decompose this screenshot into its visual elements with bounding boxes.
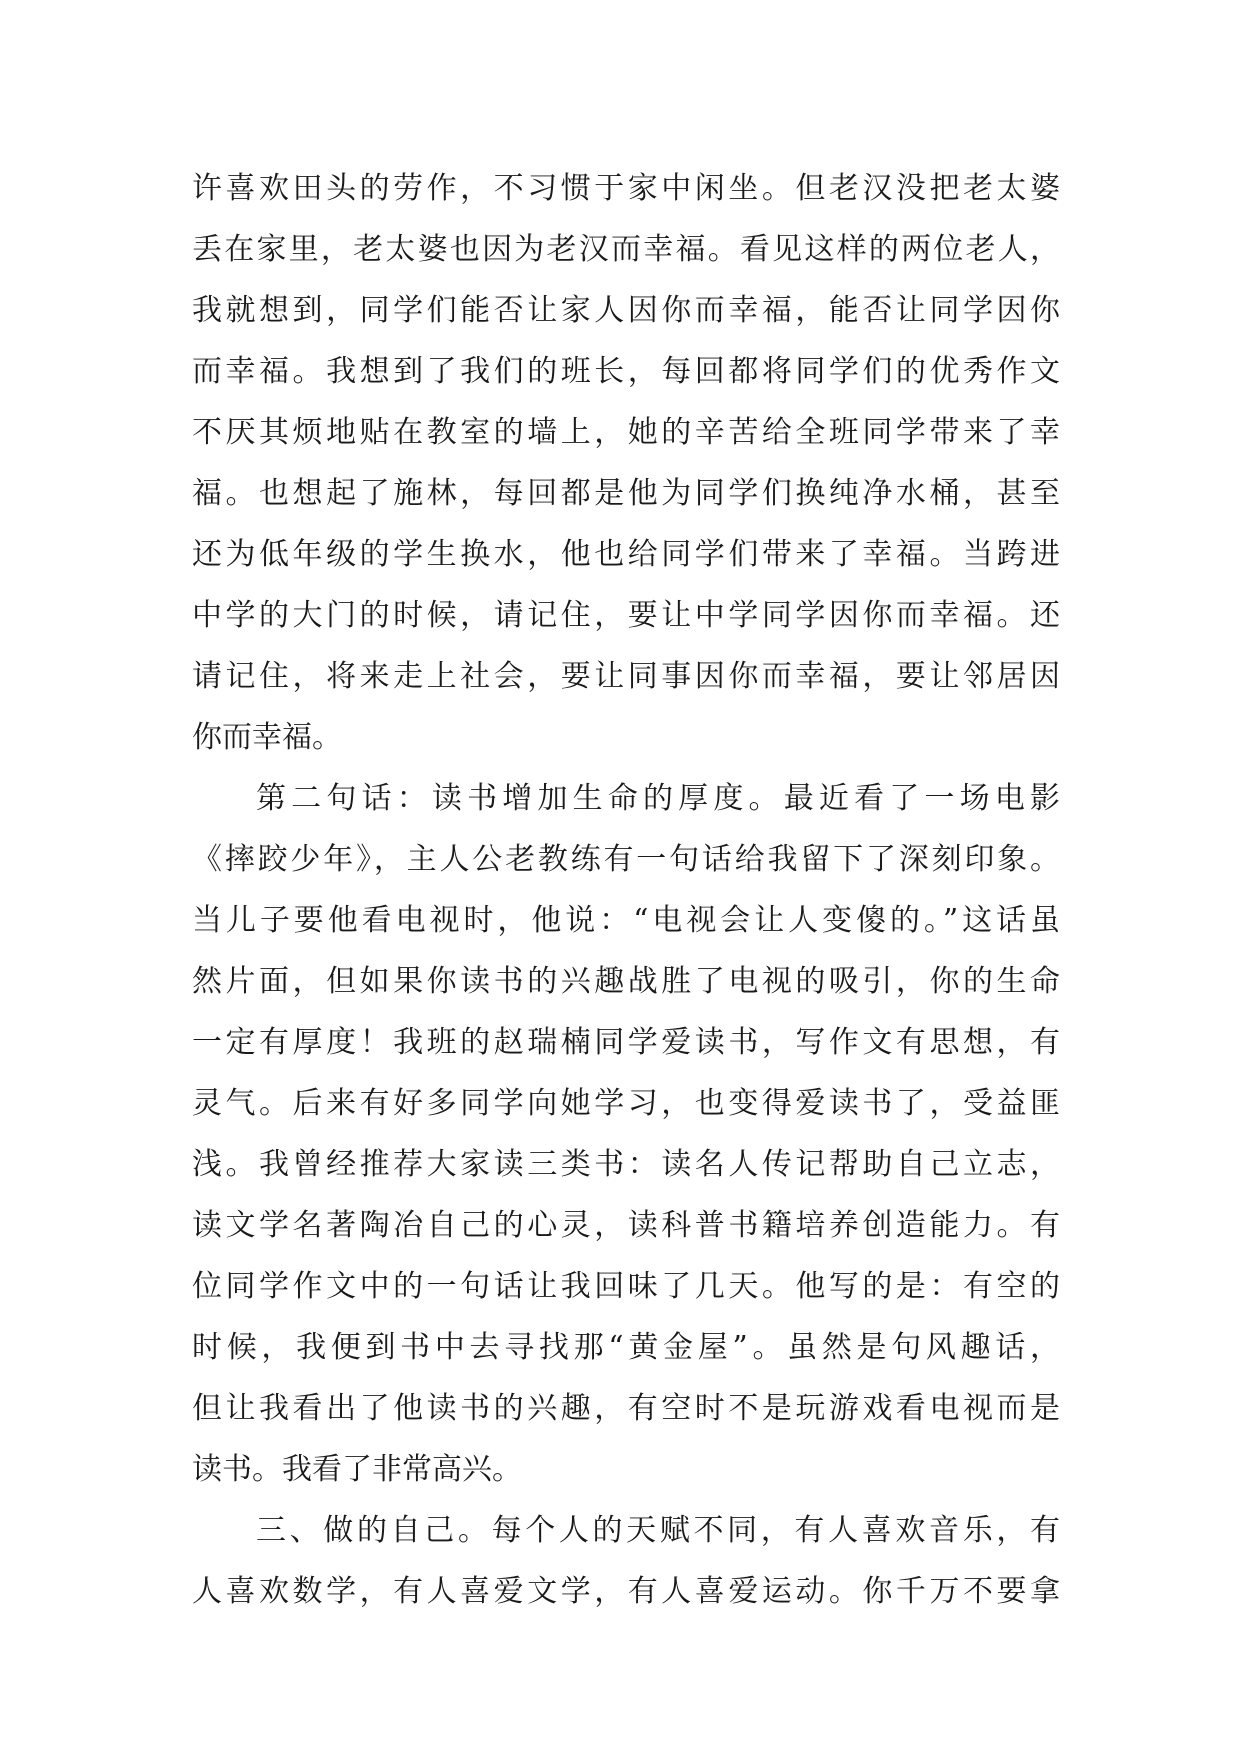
text-line: 时候，我便到书中去寻找那“黄金屋”。虽然是句风趣话， — [192, 1330, 1060, 1365]
text-line: 而幸福。我想到了我们的班长，每回都将同学们的优秀作文 — [192, 354, 1060, 389]
text-line: 但让我看出了他读书的兴趣，有空时不是玩游戏看电视而是 — [192, 1391, 1060, 1426]
text-line: 一定有厚度！我班的赵瑞楠同学爱读书，写作文有思想，有 — [192, 1025, 1060, 1060]
text-line: 灵气。后来有好多同学向她学习，也变得爱读书了，受益匪 — [192, 1086, 1060, 1121]
text-line: 你而幸福。 — [192, 720, 342, 755]
paragraph-start-line: 三、做的自己。每个人的天赋不同，有人喜欢音乐，有 — [256, 1513, 1060, 1548]
text-line: 然片面，但如果你读书的兴趣战胜了电视的吸引，你的生命 — [192, 964, 1060, 999]
text-line: 不厌其烦地贴在教室的墙上，她的辛苦给全班同学带来了幸 — [192, 415, 1060, 450]
text-line: 请记住，将来走上社会，要让同事因你而幸福，要让邻居因 — [192, 659, 1060, 694]
text-line: 还为低年级的学生换水，他也给同学们带来了幸福。当跨进 — [192, 537, 1060, 572]
text-line: 人喜欢数学，有人喜爱文学，有人喜爱运动。你千万不要拿 — [192, 1574, 1060, 1609]
text-line: 读书。我看了非常高兴。 — [192, 1452, 522, 1487]
text-line: 读文学名著陶冶自己的心灵，读科普书籍培养创造能力。有 — [192, 1208, 1060, 1243]
text-line: 《摔跤少年》，主人公老教练有一句话给我留下了深刻印象。 — [192, 842, 1060, 877]
text-line: 中学的大门的时候，请记住，要让中学同学因你而幸福。还 — [192, 598, 1060, 633]
body-text — [192, 158, 1060, 1622]
text-line: 许喜欢田头的劳作，不习惯于家中闲坐。但老汉没把老太婆 — [192, 171, 1060, 206]
text-line: 当儿子要他看电视时，他说：“电视会让人变傻的。”这话虽 — [192, 903, 1060, 938]
text-line: 位同学作文中的一句话让我回味了几天。他写的是：有空的 — [192, 1269, 1060, 1304]
paragraph-start-line: 第二句话：读书增加生命的厚度。最近看了一场电影 — [256, 781, 1060, 816]
text-line: 我就想到，同学们能否让家人因你而幸福，能否让同学因你 — [192, 293, 1060, 328]
text-line: 福。也想起了施林，每回都是他为同学们换纯净水桶，甚至 — [192, 476, 1060, 511]
text-line: 丢在家里，老太婆也因为老汉而幸福。看见这样的两位老人， — [192, 232, 1060, 267]
text-line: 浅。我曾经推荐大家读三类书：读名人传记帮助自己立志， — [192, 1147, 1060, 1182]
